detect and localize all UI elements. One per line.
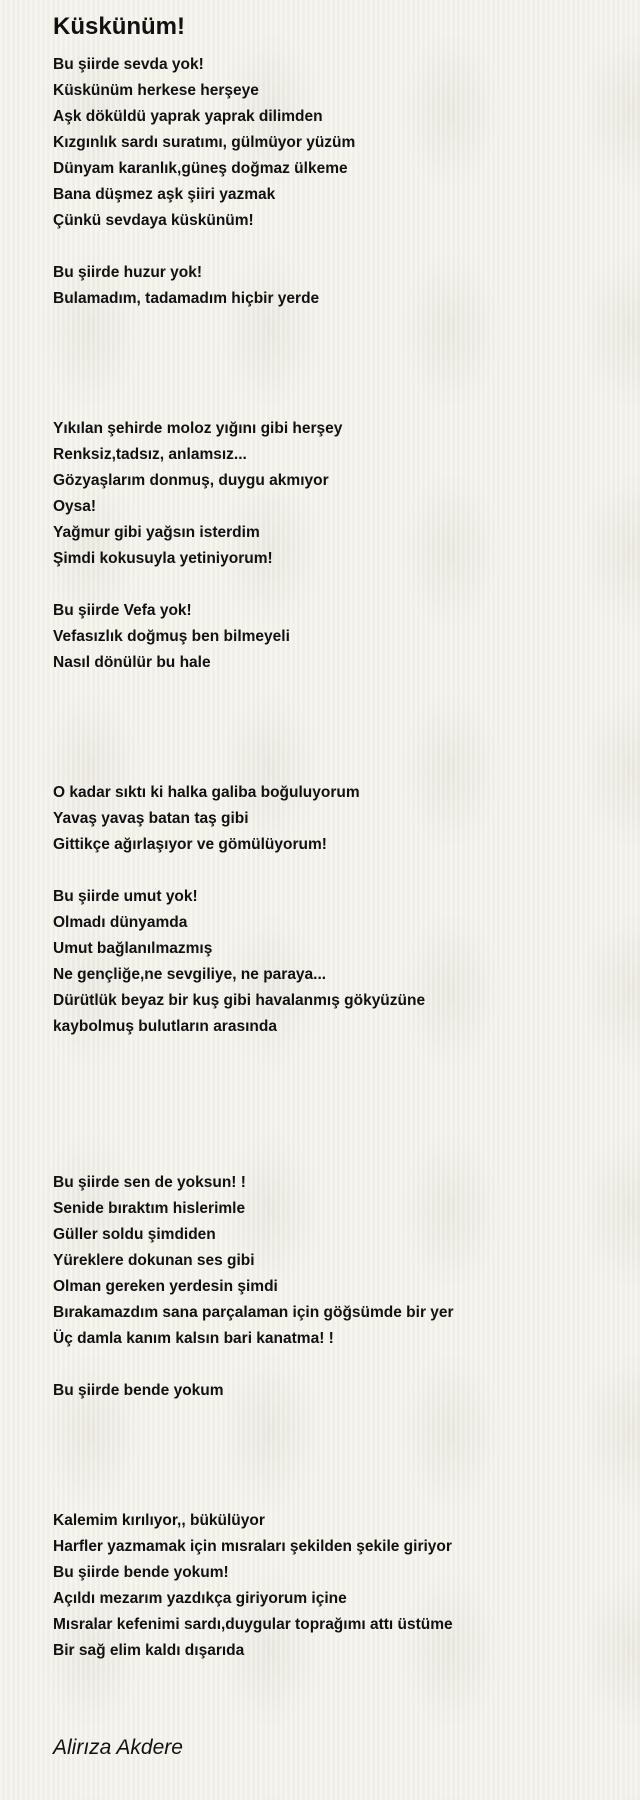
poem-line: Bu şiirde sen de yoksun! ! xyxy=(53,1174,246,1191)
poem xyxy=(53,12,613,1664)
poem-line: Gözyaşlarım donmuş, duygu akmıyor xyxy=(53,472,329,489)
poem-line xyxy=(53,1144,613,1170)
poem-line xyxy=(53,338,613,364)
poem-line xyxy=(53,312,613,338)
poem-line xyxy=(53,1352,613,1378)
poem-line: Yıkılan şehirde moloz yığını gibi herşey xyxy=(53,420,343,437)
poem-line: Açıldı mezarım yazdıkça giriyorum içine xyxy=(53,1590,347,1607)
poem-line xyxy=(53,1456,613,1482)
poem-line xyxy=(53,728,613,754)
poem-body xyxy=(53,52,613,1664)
poem-line: Bu şiirde bende yokum! xyxy=(53,1564,229,1581)
poem-line: kaybolmuş bulutların arasında xyxy=(53,1018,277,1035)
poem-line: Olman gereken yerdesin şimdi xyxy=(53,1278,278,1295)
poem-line: Bu şiirde Vefa yok! xyxy=(53,602,192,619)
poem-line xyxy=(53,1482,613,1508)
poem-line xyxy=(53,676,613,702)
poem-line: Yağmur gibi yağsın isterdim xyxy=(53,524,260,541)
poem-line: Yüreklere dokunan ses gibi xyxy=(53,1252,255,1269)
poem-line: O kadar sıktı ki halka galiba boğuluyorum xyxy=(53,784,360,801)
poem-line: Dürütlük beyaz bir kuş gibi havalanmış gökyüzüne xyxy=(53,992,426,1009)
poem-line xyxy=(53,754,613,780)
poem-line: Bu şiirde huzur yok! xyxy=(53,264,202,281)
poem-line xyxy=(53,572,613,598)
poem-line: Olmadı dünyamda xyxy=(53,914,188,931)
poem-line: Ne gençliğe,ne sevgiliye, ne paraya... xyxy=(53,966,327,983)
poem-line: Umut bağlanılmazmış xyxy=(53,940,213,957)
poem-line xyxy=(53,702,613,728)
poem-line: Harfler yazmamak için mısraları şekilden şekile giriyor xyxy=(53,1538,452,1555)
poem-line: Bana düşmez aşk şiiri yazmak xyxy=(53,186,276,203)
poem-line: Dünyam karanlık,güneş doğmaz ülkeme xyxy=(53,160,348,177)
poem-line: Küskünüm herkese herşeye xyxy=(53,82,259,99)
poem-line: Şimdi kokusuyla yetiniyorum! xyxy=(53,550,273,567)
poem-line: Aşk döküldü yaprak yaprak dilimden xyxy=(53,108,323,125)
poem-line: Vefasızlık doğmuş ben bilmeyeli xyxy=(53,628,290,645)
poem-line: Nasıl dönülür bu hale xyxy=(53,654,211,671)
poem-line: Kalemim kırılıyor,, bükülüyor xyxy=(53,1512,265,1529)
poem-line xyxy=(53,1430,613,1456)
poem-line: Senide bıraktım hislerimle xyxy=(53,1200,246,1217)
poem-line xyxy=(53,364,613,390)
poem-line: Gittikçe ağırlaşıyor ve gömülüyorum! xyxy=(53,836,327,853)
poem-line: Kızgınlık sardı suratımı, gülmüyor yüzüm xyxy=(53,134,356,151)
poem-line xyxy=(53,1092,613,1118)
poem-line xyxy=(53,858,613,884)
poem-line: Bu şiirde bende yokum xyxy=(53,1382,224,1399)
poem-author: Alirıza Akdere xyxy=(53,1736,183,1759)
poem-line xyxy=(53,1066,613,1092)
poem-line: Renksiz,tadsız, anlamsız... xyxy=(53,446,247,463)
poem-line: Üç damla kanım kalsın bari kanatma! ! xyxy=(53,1330,334,1347)
poem-line: Bırakamazdım sana parçalaman için göğsümde bir yer xyxy=(53,1304,454,1321)
poem-line: Bulamadım, tadamadım hiçbir yerde xyxy=(53,290,320,307)
poem-line: Yavaş yavaş batan taş gibi xyxy=(53,810,249,827)
poem-line: Bu şiirde umut yok! xyxy=(53,888,198,905)
poem-line xyxy=(53,1040,613,1066)
poem-line xyxy=(53,234,613,260)
poem-line: Oysa! xyxy=(53,498,97,515)
poem-title: Küskünüm! xyxy=(53,13,185,40)
poem-line: Bir sağ elim kaldı dışarıda xyxy=(53,1642,245,1659)
poem-line: Çünkü sevdaya küskünüm! xyxy=(53,212,254,229)
poem-line: Güller soldu şimdiden xyxy=(53,1226,216,1243)
poem-line xyxy=(53,1404,613,1430)
poem-line: Mısralar kefenimi sardı,duygular toprağımı attı üstüme xyxy=(53,1616,453,1633)
poem-line xyxy=(53,390,613,416)
poem-line: Bu şiirde sevda yok! xyxy=(53,56,204,73)
poem-line xyxy=(53,1118,613,1144)
